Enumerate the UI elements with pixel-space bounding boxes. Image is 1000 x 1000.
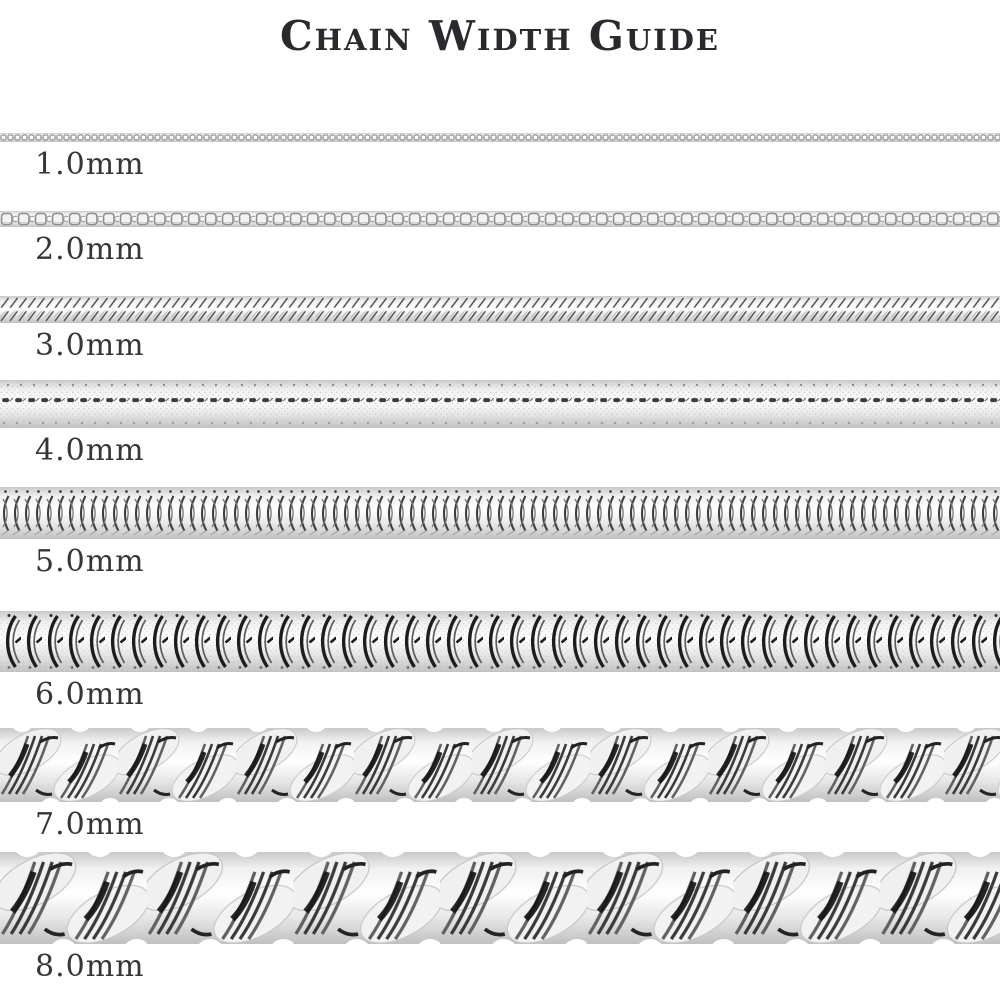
chain-row — [0, 487, 1000, 579]
chain-width-label: 6.0mm — [35, 677, 145, 712]
chain-width-label: 3.0mm — [35, 328, 145, 363]
chain-row — [0, 296, 1000, 363]
chain-row — [0, 211, 1000, 267]
chain-width-label: 7.0mm — [35, 807, 145, 842]
chain-row — [0, 728, 1000, 842]
page-title: Chain Width Guide — [279, 12, 720, 60]
chain-image-1mm — [0, 133, 1000, 142]
chain-width-label: 4.0mm — [35, 433, 145, 468]
chain-image-2mm — [0, 211, 1000, 227]
chain-image-6mm — [0, 611, 1000, 672]
chain-width-label: 8.0mm — [35, 949, 145, 984]
chain-row — [0, 852, 1000, 984]
chain-image-7mm — [0, 728, 1000, 802]
chain-width-label: 1.0mm — [35, 147, 145, 182]
chain-width-label: 2.0mm — [35, 232, 145, 267]
chain-image-3mm — [0, 296, 1000, 323]
chain-image-8mm — [0, 852, 1000, 944]
chain-width-label: 5.0mm — [35, 544, 145, 579]
chain-row — [0, 133, 1000, 182]
chain-row — [0, 380, 1000, 468]
chain-row — [0, 611, 1000, 712]
chain-image-5mm — [0, 487, 1000, 539]
chain-image-4mm — [0, 380, 1000, 428]
